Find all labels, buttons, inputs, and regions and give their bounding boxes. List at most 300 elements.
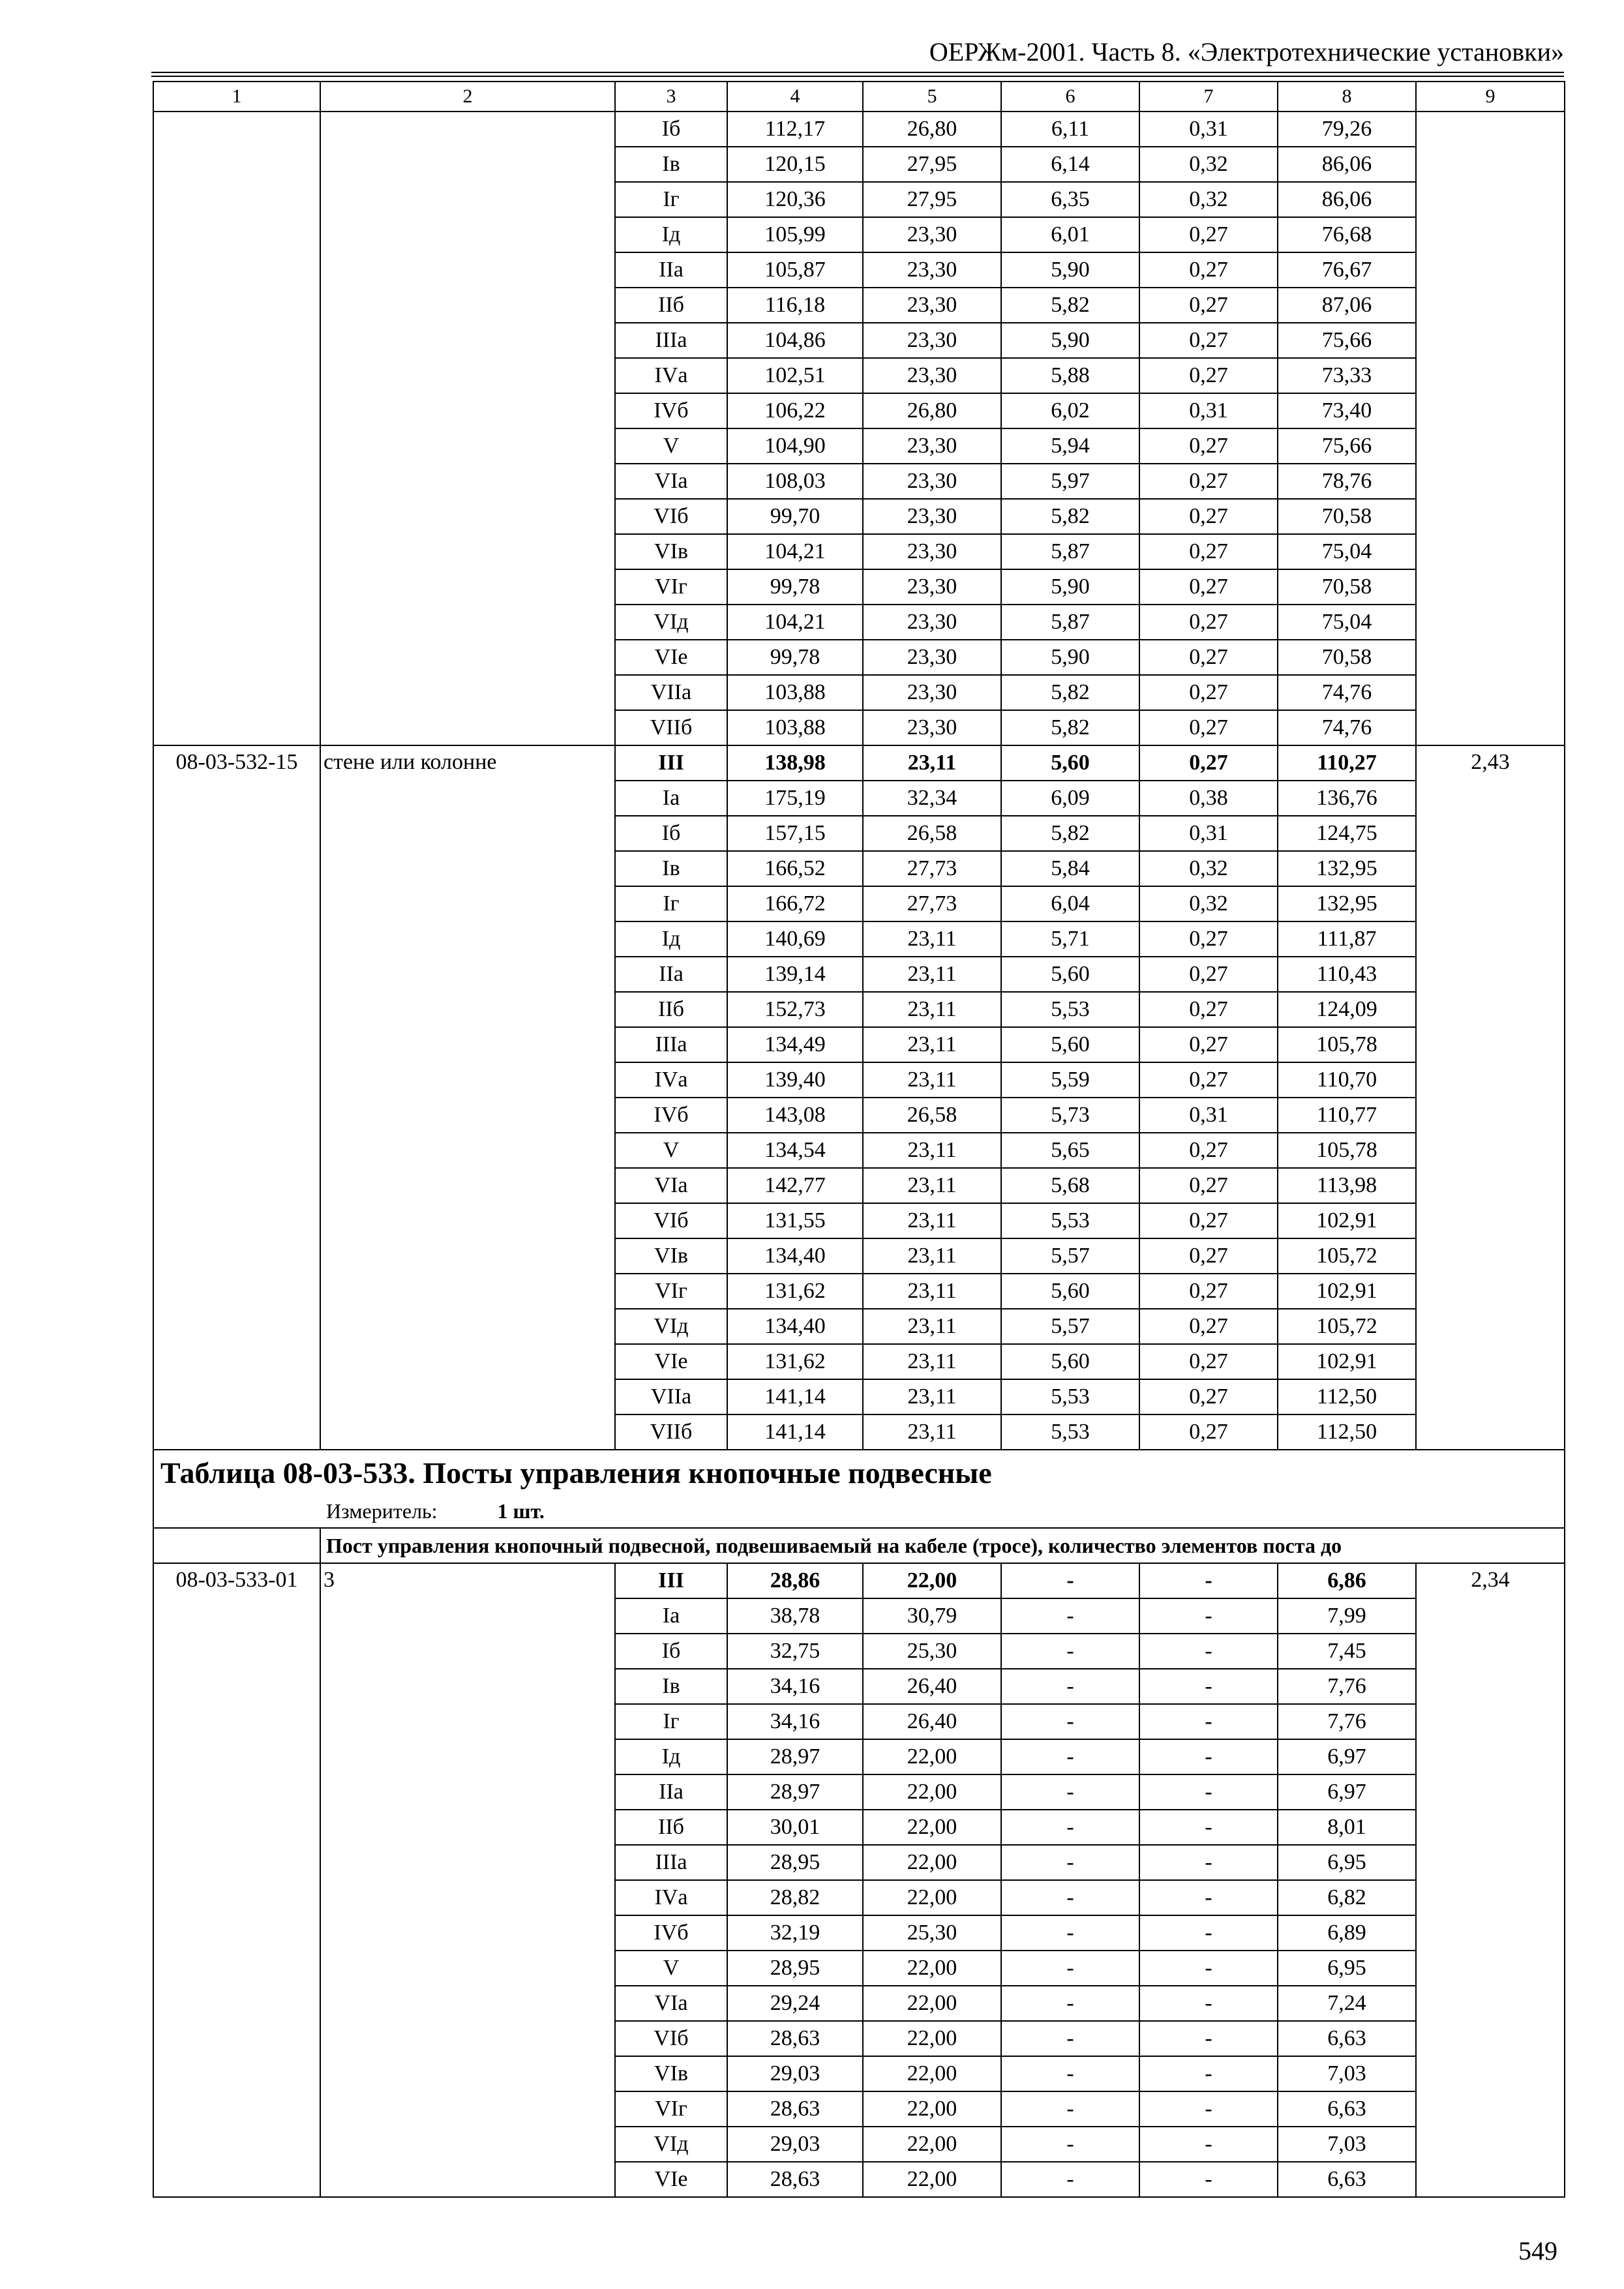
- material-cost: 124,75: [1278, 816, 1416, 851]
- driver-wage: 0,27: [1139, 921, 1278, 957]
- column-number: 3: [615, 82, 727, 112]
- territory-code: Iб: [615, 1634, 727, 1669]
- total-cost: 99,70: [727, 499, 863, 534]
- material-cost: 110,77: [1278, 1098, 1416, 1133]
- labor-cost: 25,30: [863, 1915, 1001, 1951]
- material-cost: 132,95: [1278, 886, 1416, 921]
- material-cost: 7,24: [1278, 1986, 1416, 2021]
- total-cost: 106,22: [727, 393, 863, 428]
- driver-wage: -: [1139, 1951, 1278, 1986]
- territory-code: III: [615, 1563, 727, 1598]
- labor-cost: 25,30: [863, 1634, 1001, 1669]
- material-cost: 6,63: [1278, 2021, 1416, 2056]
- territory-code: Iв: [615, 1669, 727, 1704]
- driver-wage: 0,32: [1139, 851, 1278, 886]
- territory-code: VIа: [615, 1168, 727, 1203]
- labor-cost: 23,11: [863, 1133, 1001, 1168]
- machine-cost: -: [1001, 1774, 1139, 1810]
- driver-wage: 0,27: [1139, 288, 1278, 323]
- labor-cost: 23,30: [863, 605, 1001, 640]
- territory-code: VIа: [615, 464, 727, 499]
- labor-cost: 22,00: [863, 2021, 1001, 2056]
- driver-wage: 0,27: [1139, 1133, 1278, 1168]
- driver-wage: 0,27: [1139, 534, 1278, 569]
- territory-code: VIе: [615, 2162, 727, 2197]
- total-cost: 103,88: [727, 710, 863, 745]
- labor-cost: 26,80: [863, 112, 1001, 147]
- labor-cost: 22,00: [863, 2091, 1001, 2127]
- driver-wage: 0,31: [1139, 393, 1278, 428]
- territory-code: V: [615, 428, 727, 464]
- driver-wage: 0,32: [1139, 886, 1278, 921]
- material-cost: 112,50: [1278, 1379, 1416, 1414]
- material-cost: 6,63: [1278, 2091, 1416, 2127]
- labor-cost: 23,11: [863, 1238, 1001, 1274]
- territory-code: III: [615, 745, 727, 781]
- machine-cost: -: [1001, 1915, 1139, 1951]
- material-cost: 105,78: [1278, 1027, 1416, 1062]
- material-cost: 132,95: [1278, 851, 1416, 886]
- total-cost: 140,69: [727, 921, 863, 957]
- table-body: [153, 82, 1565, 2197]
- material-cost: 6,63: [1278, 2162, 1416, 2197]
- header-rule: [151, 72, 1564, 73]
- column-number: 5: [863, 82, 1001, 112]
- labor-hours: 2,43: [1416, 745, 1565, 1450]
- total-cost: 104,21: [727, 534, 863, 569]
- labor-cost: 23,11: [863, 1062, 1001, 1098]
- machine-cost: 5,53: [1001, 992, 1139, 1027]
- machine-cost: 5,84: [1001, 851, 1139, 886]
- empty-cell: [153, 1528, 320, 1563]
- total-cost: 134,54: [727, 1133, 863, 1168]
- driver-wage: 0,27: [1139, 499, 1278, 534]
- driver-wage: -: [1139, 1845, 1278, 1880]
- labor-cost: 22,00: [863, 1774, 1001, 1810]
- total-cost: 102,51: [727, 358, 863, 393]
- rate-name: стене или колонне: [320, 745, 615, 1450]
- material-cost: 70,58: [1278, 569, 1416, 605]
- labor-cost: 23,30: [863, 675, 1001, 710]
- material-cost: 79,26: [1278, 112, 1416, 147]
- labor-cost: 23,11: [863, 1168, 1001, 1203]
- total-cost: 28,95: [727, 1951, 863, 1986]
- labor-cost: 27,73: [863, 851, 1001, 886]
- driver-wage: 0,31: [1139, 112, 1278, 147]
- labor-cost: 22,00: [863, 1880, 1001, 1915]
- driver-wage: 0,27: [1139, 605, 1278, 640]
- driver-wage: -: [1139, 1810, 1278, 1845]
- machine-cost: 5,60: [1001, 957, 1139, 992]
- labor-cost: 23,30: [863, 288, 1001, 323]
- column-number: 1: [153, 82, 320, 112]
- territory-code: VIб: [615, 1203, 727, 1238]
- material-cost: 78,76: [1278, 464, 1416, 499]
- total-cost: 120,15: [727, 147, 863, 182]
- driver-wage: 0,27: [1139, 992, 1278, 1027]
- material-cost: 6,97: [1278, 1774, 1416, 1810]
- territory-code: Iв: [615, 147, 727, 182]
- territory-code: VIIб: [615, 1414, 727, 1450]
- territory-code: IIб: [615, 288, 727, 323]
- driver-wage: 0,27: [1139, 1344, 1278, 1379]
- labor-cost: 23,30: [863, 358, 1001, 393]
- driver-wage: 0,27: [1139, 640, 1278, 675]
- labor-cost: 30,79: [863, 1598, 1001, 1634]
- machine-cost: 5,65: [1001, 1133, 1139, 1168]
- material-cost: 75,66: [1278, 428, 1416, 464]
- territory-code: VIд: [615, 605, 727, 640]
- driver-wage: -: [1139, 1704, 1278, 1739]
- driver-wage: 0,27: [1139, 1274, 1278, 1309]
- total-cost: 131,62: [727, 1344, 863, 1379]
- labor-cost: 27,73: [863, 886, 1001, 921]
- running-header: ОЕРЖм-2001. Часть 8. «Электротехнические установки»: [929, 37, 1564, 67]
- driver-wage: -: [1139, 1634, 1278, 1669]
- total-cost: 131,62: [727, 1274, 863, 1309]
- labor-cost: 23,30: [863, 252, 1001, 288]
- labor-cost: 27,95: [863, 147, 1001, 182]
- driver-wage: 0,27: [1139, 323, 1278, 358]
- machine-cost: -: [1001, 2162, 1139, 2197]
- labor-hours: [1416, 112, 1565, 745]
- machine-cost: -: [1001, 1845, 1139, 1880]
- material-cost: 110,43: [1278, 957, 1416, 992]
- total-cost: 104,21: [727, 605, 863, 640]
- machine-cost: -: [1001, 2091, 1139, 2127]
- territory-code: V: [615, 1951, 727, 1986]
- machine-cost: -: [1001, 1951, 1139, 1986]
- territory-code: VIе: [615, 640, 727, 675]
- material-cost: 75,66: [1278, 323, 1416, 358]
- driver-wage: -: [1139, 1598, 1278, 1634]
- labor-hours: 2,34: [1416, 1563, 1565, 2197]
- territory-code: IIб: [615, 992, 727, 1027]
- total-cost: 143,08: [727, 1098, 863, 1133]
- labor-cost: 26,58: [863, 1098, 1001, 1133]
- material-cost: 102,91: [1278, 1274, 1416, 1309]
- driver-wage: -: [1139, 2021, 1278, 2056]
- territory-code: Iа: [615, 1598, 727, 1634]
- territory-code: VIг: [615, 2091, 727, 2127]
- column-number: 9: [1416, 82, 1565, 112]
- total-cost: 120,36: [727, 182, 863, 217]
- machine-cost: 5,57: [1001, 1238, 1139, 1274]
- machine-cost: 5,60: [1001, 1027, 1139, 1062]
- territory-code: VIа: [615, 1986, 727, 2021]
- driver-wage: 0,27: [1139, 1414, 1278, 1450]
- table-row: [153, 745, 1565, 781]
- territory-code: IIIа: [615, 1027, 727, 1062]
- total-cost: 134,40: [727, 1238, 863, 1274]
- total-cost: 28,97: [727, 1739, 863, 1774]
- material-cost: 86,06: [1278, 147, 1416, 182]
- total-cost: 32,19: [727, 1915, 863, 1951]
- machine-cost: -: [1001, 1986, 1139, 2021]
- territory-code: Iв: [615, 851, 727, 886]
- machine-cost: -: [1001, 1880, 1139, 1915]
- material-cost: 136,76: [1278, 781, 1416, 816]
- total-cost: 29,03: [727, 2056, 863, 2091]
- territory-code: Iб: [615, 816, 727, 851]
- territory-code: IVб: [615, 1098, 727, 1133]
- territory-code: VIв: [615, 1238, 727, 1274]
- material-cost: 6,97: [1278, 1739, 1416, 1774]
- labor-cost: 23,30: [863, 428, 1001, 464]
- labor-cost: 23,30: [863, 569, 1001, 605]
- driver-wage: -: [1139, 1563, 1278, 1598]
- machine-cost: -: [1001, 2056, 1139, 2091]
- territory-code: IVа: [615, 1062, 727, 1098]
- driver-wage: 0,27: [1139, 1238, 1278, 1274]
- machine-cost: -: [1001, 2021, 1139, 2056]
- labor-cost: 23,30: [863, 499, 1001, 534]
- driver-wage: 0,27: [1139, 1062, 1278, 1098]
- machine-cost: 6,11: [1001, 112, 1139, 147]
- territory-code: VIг: [615, 569, 727, 605]
- material-cost: 75,04: [1278, 534, 1416, 569]
- table-row: [153, 1563, 1565, 1598]
- driver-wage: 0,31: [1139, 1098, 1278, 1133]
- material-cost: 6,86: [1278, 1563, 1416, 1598]
- machine-cost: 5,82: [1001, 710, 1139, 745]
- material-cost: 6,95: [1278, 1951, 1416, 1986]
- total-cost: 112,17: [727, 112, 863, 147]
- machine-cost: 6,01: [1001, 217, 1139, 252]
- material-cost: 6,89: [1278, 1915, 1416, 1951]
- driver-wage: -: [1139, 1774, 1278, 1810]
- labor-cost: 23,30: [863, 710, 1001, 745]
- material-cost: 86,06: [1278, 182, 1416, 217]
- labor-cost: 22,00: [863, 1986, 1001, 2021]
- labor-cost: 22,00: [863, 1810, 1001, 1845]
- machine-cost: 5,82: [1001, 499, 1139, 534]
- rates-table: [153, 81, 1565, 2198]
- driver-wage: 0,27: [1139, 569, 1278, 605]
- territory-code: IVа: [615, 1880, 727, 1915]
- labor-cost: 23,11: [863, 957, 1001, 992]
- machine-cost: 6,35: [1001, 182, 1139, 217]
- machine-cost: 5,60: [1001, 1344, 1139, 1379]
- material-cost: 113,98: [1278, 1168, 1416, 1203]
- labor-cost: 23,30: [863, 534, 1001, 569]
- labor-cost: 23,11: [863, 1274, 1001, 1309]
- total-cost: 116,18: [727, 288, 863, 323]
- machine-cost: 5,53: [1001, 1379, 1139, 1414]
- driver-wage: 0,27: [1139, 957, 1278, 992]
- territory-code: IIа: [615, 1774, 727, 1810]
- labor-cost: 23,11: [863, 992, 1001, 1027]
- material-cost: 111,87: [1278, 921, 1416, 957]
- driver-wage: 0,27: [1139, 710, 1278, 745]
- machine-cost: 5,68: [1001, 1168, 1139, 1203]
- total-cost: 134,40: [727, 1309, 863, 1344]
- driver-wage: 0,27: [1139, 675, 1278, 710]
- table-title-cell: [153, 1450, 1565, 1528]
- material-cost: 75,04: [1278, 605, 1416, 640]
- machine-cost: -: [1001, 1669, 1139, 1704]
- territory-code: Iг: [615, 1704, 727, 1739]
- machine-cost: -: [1001, 1634, 1139, 1669]
- total-cost: 141,14: [727, 1414, 863, 1450]
- territory-code: VIд: [615, 1309, 727, 1344]
- table-row: [153, 112, 1565, 147]
- material-cost: 110,70: [1278, 1062, 1416, 1098]
- machine-cost: 5,87: [1001, 534, 1139, 569]
- material-cost: 124,09: [1278, 992, 1416, 1027]
- material-cost: 105,72: [1278, 1309, 1416, 1344]
- material-cost: 7,45: [1278, 1634, 1416, 1669]
- labor-cost: 22,00: [863, 2162, 1001, 2197]
- total-cost: 139,14: [727, 957, 863, 992]
- total-cost: 99,78: [727, 640, 863, 675]
- total-cost: 28,95: [727, 1845, 863, 1880]
- material-cost: 87,06: [1278, 288, 1416, 323]
- driver-wage: -: [1139, 1739, 1278, 1774]
- labor-cost: 26,58: [863, 816, 1001, 851]
- total-cost: 139,40: [727, 1062, 863, 1098]
- driver-wage: 0,27: [1139, 1027, 1278, 1062]
- territory-code: V: [615, 1133, 727, 1168]
- table-title-row: [153, 1450, 1565, 1528]
- machine-cost: 5,88: [1001, 358, 1139, 393]
- labor-cost: 22,00: [863, 1845, 1001, 1880]
- territory-code: IIIа: [615, 323, 727, 358]
- driver-wage: 0,27: [1139, 745, 1278, 781]
- territory-code: VIе: [615, 1344, 727, 1379]
- total-cost: 104,90: [727, 428, 863, 464]
- column-number-row: [153, 82, 1565, 112]
- material-cost: 76,67: [1278, 252, 1416, 288]
- driver-wage: 0,27: [1139, 428, 1278, 464]
- rate-code: [153, 112, 320, 745]
- total-cost: 28,63: [727, 2091, 863, 2127]
- machine-cost: 5,90: [1001, 323, 1139, 358]
- territory-code: IIб: [615, 1810, 727, 1845]
- territory-code: Iг: [615, 182, 727, 217]
- column-number: 6: [1001, 82, 1139, 112]
- rate-code: 08-03-533-01: [153, 1563, 320, 2197]
- labor-cost: 23,30: [863, 323, 1001, 358]
- driver-wage: 0,27: [1139, 464, 1278, 499]
- material-cost: 73,33: [1278, 358, 1416, 393]
- labor-cost: 23,30: [863, 217, 1001, 252]
- territory-code: VIIб: [615, 710, 727, 745]
- driver-wage: 0,27: [1139, 217, 1278, 252]
- total-cost: 29,24: [727, 1986, 863, 2021]
- driver-wage: 0,32: [1139, 182, 1278, 217]
- total-cost: 166,72: [727, 886, 863, 921]
- total-cost: 105,99: [727, 217, 863, 252]
- material-cost: 6,82: [1278, 1880, 1416, 1915]
- page-number: 549: [1518, 2236, 1557, 2266]
- machine-cost: 5,59: [1001, 1062, 1139, 1098]
- total-cost: 105,87: [727, 252, 863, 288]
- material-cost: 105,78: [1278, 1133, 1416, 1168]
- material-cost: 8,01: [1278, 1810, 1416, 1845]
- machine-cost: 5,60: [1001, 1274, 1139, 1309]
- total-cost: 30,01: [727, 1810, 863, 1845]
- material-cost: 110,27: [1278, 745, 1416, 781]
- machine-cost: -: [1001, 1704, 1139, 1739]
- territory-code: IIIа: [615, 1845, 727, 1880]
- total-cost: 38,78: [727, 1598, 863, 1634]
- labor-cost: 26,40: [863, 1704, 1001, 1739]
- measure-value: 1 шт.: [497, 1499, 545, 1523]
- labor-cost: 23,11: [863, 1027, 1001, 1062]
- machine-cost: 5,57: [1001, 1309, 1139, 1344]
- material-cost: 73,40: [1278, 393, 1416, 428]
- material-cost: 7,03: [1278, 2056, 1416, 2091]
- material-cost: 70,58: [1278, 499, 1416, 534]
- territory-code: Iд: [615, 921, 727, 957]
- rate-name: [320, 112, 615, 745]
- machine-cost: -: [1001, 1563, 1139, 1598]
- machine-cost: 5,94: [1001, 428, 1139, 464]
- driver-wage: 0,38: [1139, 781, 1278, 816]
- driver-wage: 0,27: [1139, 358, 1278, 393]
- labor-cost: 23,11: [863, 745, 1001, 781]
- machine-cost: -: [1001, 1810, 1139, 1845]
- driver-wage: -: [1139, 1669, 1278, 1704]
- machine-cost: 6,02: [1001, 393, 1139, 428]
- total-cost: 28,63: [727, 2021, 863, 2056]
- total-cost: 29,03: [727, 2127, 863, 2162]
- territory-code: VIв: [615, 534, 727, 569]
- material-cost: 102,91: [1278, 1203, 1416, 1238]
- total-cost: 152,73: [727, 992, 863, 1027]
- machine-cost: 5,82: [1001, 816, 1139, 851]
- machine-cost: 6,14: [1001, 147, 1139, 182]
- territory-code: VIв: [615, 2056, 727, 2091]
- material-cost: 7,76: [1278, 1669, 1416, 1704]
- machine-cost: 5,90: [1001, 569, 1139, 605]
- territory-code: VIб: [615, 499, 727, 534]
- labor-cost: 23,30: [863, 640, 1001, 675]
- driver-wage: -: [1139, 1915, 1278, 1951]
- labor-cost: 23,11: [863, 1414, 1001, 1450]
- material-cost: 76,68: [1278, 217, 1416, 252]
- driver-wage: -: [1139, 2091, 1278, 2127]
- total-cost: 141,14: [727, 1379, 863, 1414]
- driver-wage: -: [1139, 2127, 1278, 2162]
- labor-cost: 23,11: [863, 1379, 1001, 1414]
- driver-wage: 0,27: [1139, 1168, 1278, 1203]
- column-number: 2: [320, 82, 615, 112]
- territory-code: VIг: [615, 1274, 727, 1309]
- rate-code: 08-03-532-15: [153, 745, 320, 1450]
- total-cost: 32,75: [727, 1634, 863, 1669]
- machine-cost: -: [1001, 2127, 1139, 2162]
- territory-code: IVб: [615, 393, 727, 428]
- column-number: 8: [1278, 82, 1416, 112]
- labor-cost: 22,00: [863, 1739, 1001, 1774]
- machine-cost: 5,53: [1001, 1203, 1139, 1238]
- column-number: 7: [1139, 82, 1278, 112]
- territory-code: VIб: [615, 2021, 727, 2056]
- labor-cost: 26,80: [863, 393, 1001, 428]
- labor-cost: 22,00: [863, 1563, 1001, 1598]
- machine-cost: 6,09: [1001, 781, 1139, 816]
- total-cost: 142,77: [727, 1168, 863, 1203]
- machine-cost: 5,60: [1001, 745, 1139, 781]
- labor-cost: 23,11: [863, 921, 1001, 957]
- material-cost: 112,50: [1278, 1414, 1416, 1450]
- labor-cost: 22,00: [863, 2127, 1001, 2162]
- machine-cost: 5,82: [1001, 288, 1139, 323]
- header-rule-double: [151, 76, 1564, 77]
- machine-cost: 5,73: [1001, 1098, 1139, 1133]
